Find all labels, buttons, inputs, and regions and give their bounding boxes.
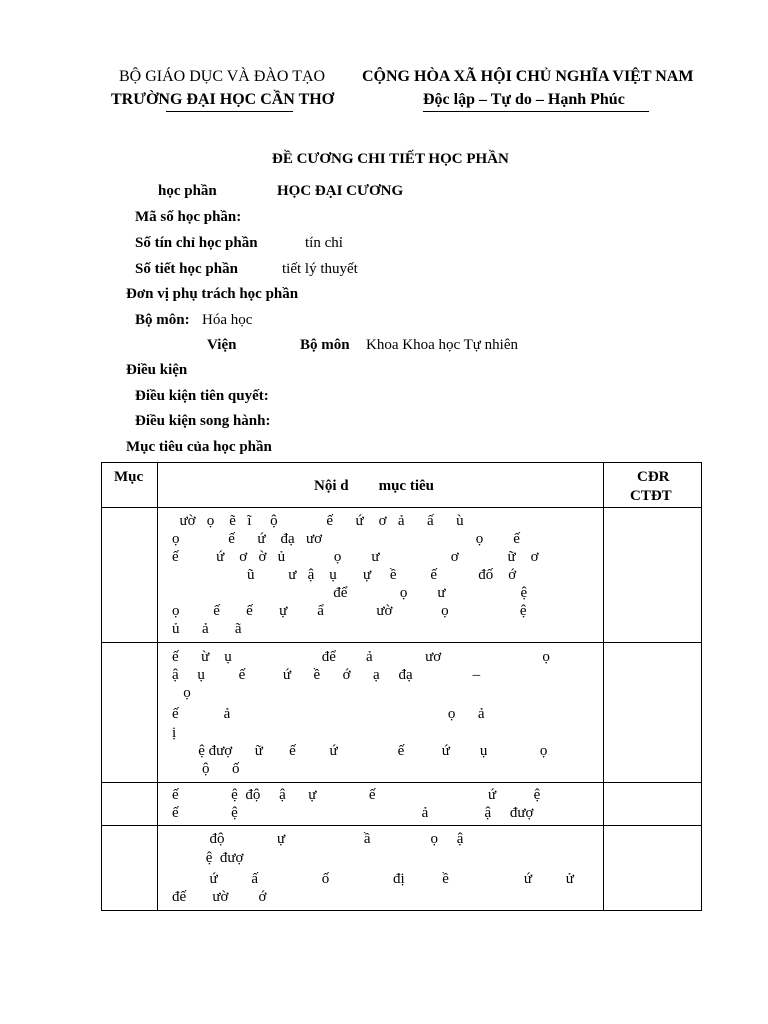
table-row-divider xyxy=(101,825,702,826)
document-title: ĐỀ CƯƠNG CHI TIẾT HỌC PHẦN xyxy=(272,151,509,167)
credits-label: Số tín chỉ học phần xyxy=(135,235,258,251)
table-row-1-line: ế ứ ơ ờ ủ ọ ư ơ ữ ơ xyxy=(172,549,539,565)
table-row-2-line: ị xyxy=(172,725,177,741)
table-row-2-line: ệ đượ ữ ế ứ ế ứ ụ ọ xyxy=(172,743,548,759)
table-row-divider xyxy=(101,507,702,508)
university-underline xyxy=(166,111,293,112)
country-name: CỘNG HÒA XÃ HỘI CHỦ NGHĨA VIỆT NAM xyxy=(362,68,694,85)
table-header-item: Mục xyxy=(114,469,144,485)
motto: Độc lập – Tự do – Hạnh Phúc xyxy=(423,91,625,108)
table-row-1-line: ườ ọ ẽ ĩ ộ ế ứ ơ ả ấ ù xyxy=(172,513,464,529)
institute-label: Viện xyxy=(207,337,237,353)
table-row-4-line: ứ ấ ố đị ề ứ ử xyxy=(172,871,574,887)
dept-value: Hóa học xyxy=(202,312,253,328)
table-row-2-line: ọ xyxy=(172,685,191,701)
dept-label: Bộ môn: xyxy=(135,312,190,328)
table-row-2-line: ậ ụ ế ứ ề ớ ạ đạ – xyxy=(172,667,481,683)
objectives-label: Mục tiêu của học phần xyxy=(126,439,272,455)
university-name: TRƯỜNG ĐẠI HỌC CẦN THƠ xyxy=(111,91,335,108)
table-col-divider-1 xyxy=(157,462,158,911)
credits-value: tín chỉ xyxy=(305,235,343,251)
table-row-4-line: ệ đượ xyxy=(172,850,244,866)
course-value: HỌC ĐẠI CƯƠNG xyxy=(277,183,404,199)
table-row-3-line: ế ệ độ ậ ự ế ứ ệ xyxy=(172,787,541,803)
table-row-2-line: ế ừ ụ để ả ươ ọ xyxy=(172,649,550,665)
table-row-2-line: ế ả ọ ả xyxy=(172,706,485,722)
dept2-value: Khoa Khoa học Tự nhiên xyxy=(366,337,518,353)
unit-label: Đơn vị phụ trách học phần xyxy=(126,286,299,302)
course-code-label: Mã số học phần: xyxy=(135,209,242,225)
table-header-content: Nội d mục tiêu xyxy=(314,478,434,494)
table-header-outcome: CĐR xyxy=(637,469,670,485)
table-row-divider xyxy=(101,782,702,783)
table-row-1-line: ủ ả ã xyxy=(172,621,242,637)
table-row-2-line: ộ ố xyxy=(172,761,240,777)
table-row-divider xyxy=(101,642,702,643)
table-row-1-line: ũ ư ậ ụ ự ề ế đố ớ xyxy=(172,567,517,583)
motto-underline xyxy=(423,111,649,112)
condition-label: Điều kiện xyxy=(126,362,188,378)
table-row-1-line: ọ ế ế ự ẩ ườ ọ ệ xyxy=(172,603,527,619)
periods-label: Số tiết học phần xyxy=(135,261,238,277)
dept2-label: Bộ môn xyxy=(300,337,350,353)
table-row-3-line: ế ệ ả ậ đượ xyxy=(172,805,534,821)
table-row-4-line: độ ự ầ ọ ậ xyxy=(172,831,464,847)
prereq-label: Điều kiện tiên quyết: xyxy=(135,388,269,404)
periods-value: tiết lý thuyết xyxy=(282,261,358,277)
table-header-outcome-sub: CTĐT xyxy=(630,488,672,504)
table-row-1-line: ọ ế ứ đạ ươ ọ ế xyxy=(172,531,520,547)
course-label: học phần xyxy=(158,183,217,199)
table-row-4-line: đế ườ ớ xyxy=(172,889,267,905)
table-col-divider-2 xyxy=(603,462,604,911)
ministry-name: BỘ GIÁO DỤC VÀ ĐÀO TẠO xyxy=(119,68,326,85)
coreq-label: Điều kiện song hành: xyxy=(135,413,271,429)
table-row-1-line: để ọ ư ệ xyxy=(172,585,528,601)
